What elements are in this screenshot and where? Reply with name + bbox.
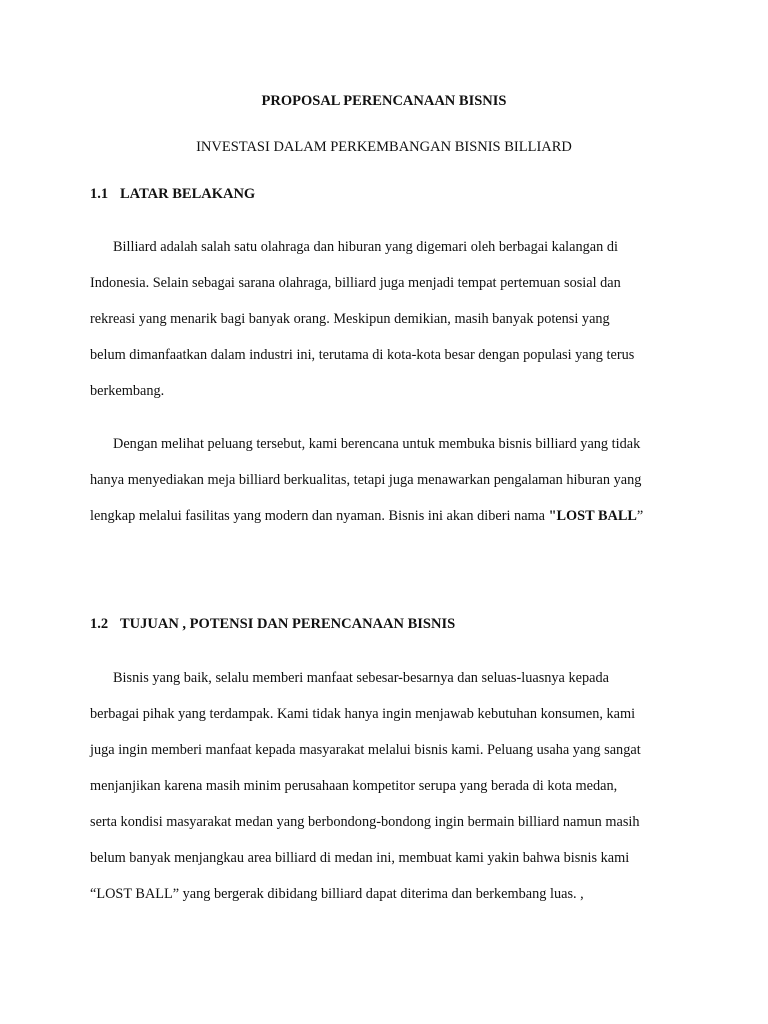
section-heading-tujuan [90,616,455,633]
paragraph-text: lengkap melalui fasilitas yang modern dan nyaman. Bisnis ini akan diberi nama [90,508,549,524]
section-title: TUJUAN , POTENSI DAN PERENCANAAN BISNIS [120,616,456,632]
section-number: 1.1 [90,186,109,202]
paragraph-line: hanya menyediakan meja billiard berkualitas, tetapi juga menawarkan pengalaman hiburan yang [90,472,642,488]
paragraph-line: belum banyak menjangkau area billiard di medan ini, membuat kami yakin bahwa bisnis kami [90,850,630,866]
document-title: PROPOSAL PERENCANAAN BISNIS [261,93,507,109]
document-subtitle: INVESTASI DALAM PERKEMBANGAN BISNIS BILLIARD [196,139,572,155]
paragraph-line: juga ingin memberi manfaat kepada masyarakat melalui bisnis kami. Peluang usaha yang sangat [90,742,641,758]
paragraph-latar-belakang-1 [90,229,690,409]
paragraph-line: menjanjikan karena masih minim perusahaan kompetitor serupa yang berada di kota medan, [90,778,618,794]
paragraph-line: berkembang. [90,383,165,399]
paragraph-tujuan-1 [90,660,690,912]
paragraph-line: belum dimanfaatkan dalam industri ini, terutama di kota-kota besar dengan populasi yang terus [90,347,635,363]
paragraph-line: rekreasi yang menarik bagi banyak orang. Meskipun demikian, masih banyak potensi yang [90,311,610,327]
paragraph-line: serta kondisi masyarakat medan yang berbondong-bondong ingin bermain billiard namun masih [90,814,640,830]
section-heading-latar-belakang [90,186,255,203]
section-number: 1.2 [90,616,109,632]
paragraph-line: Billiard adalah salah satu olahraga dan hiburan yang digemari oleh berbagai kalangan di [113,239,618,255]
paragraph-line-last [90,498,690,534]
paragraph-line: Dengan melihat peluang tersebut, kami berencana untuk membuka bisnis billiard yang tidak [113,436,641,452]
business-name: "LOST BALL [548,508,637,524]
paragraph-line: berbagai pihak yang terdampak. Kami tidak hanya ingin menjawab kebutuhan konsumen, kami [90,706,636,722]
paragraph-latar-belakang-2 [90,426,690,534]
section-title: LATAR BELAKANG [120,186,256,202]
paragraph-line: Bisnis yang baik, selalu memberi manfaat sebesar-besarnya dan seluas-luasnya kepada [113,670,609,686]
closing-quote: ” [636,508,644,524]
paragraph-line: “LOST BALL” yang bergerak dibidang billiard dapat diterima dan berkembang luas. , [90,886,584,902]
paragraph-line: Indonesia. Selain sebagai sarana olahraga, billiard juga menjadi tempat pertemuan sosial dan [90,275,621,291]
